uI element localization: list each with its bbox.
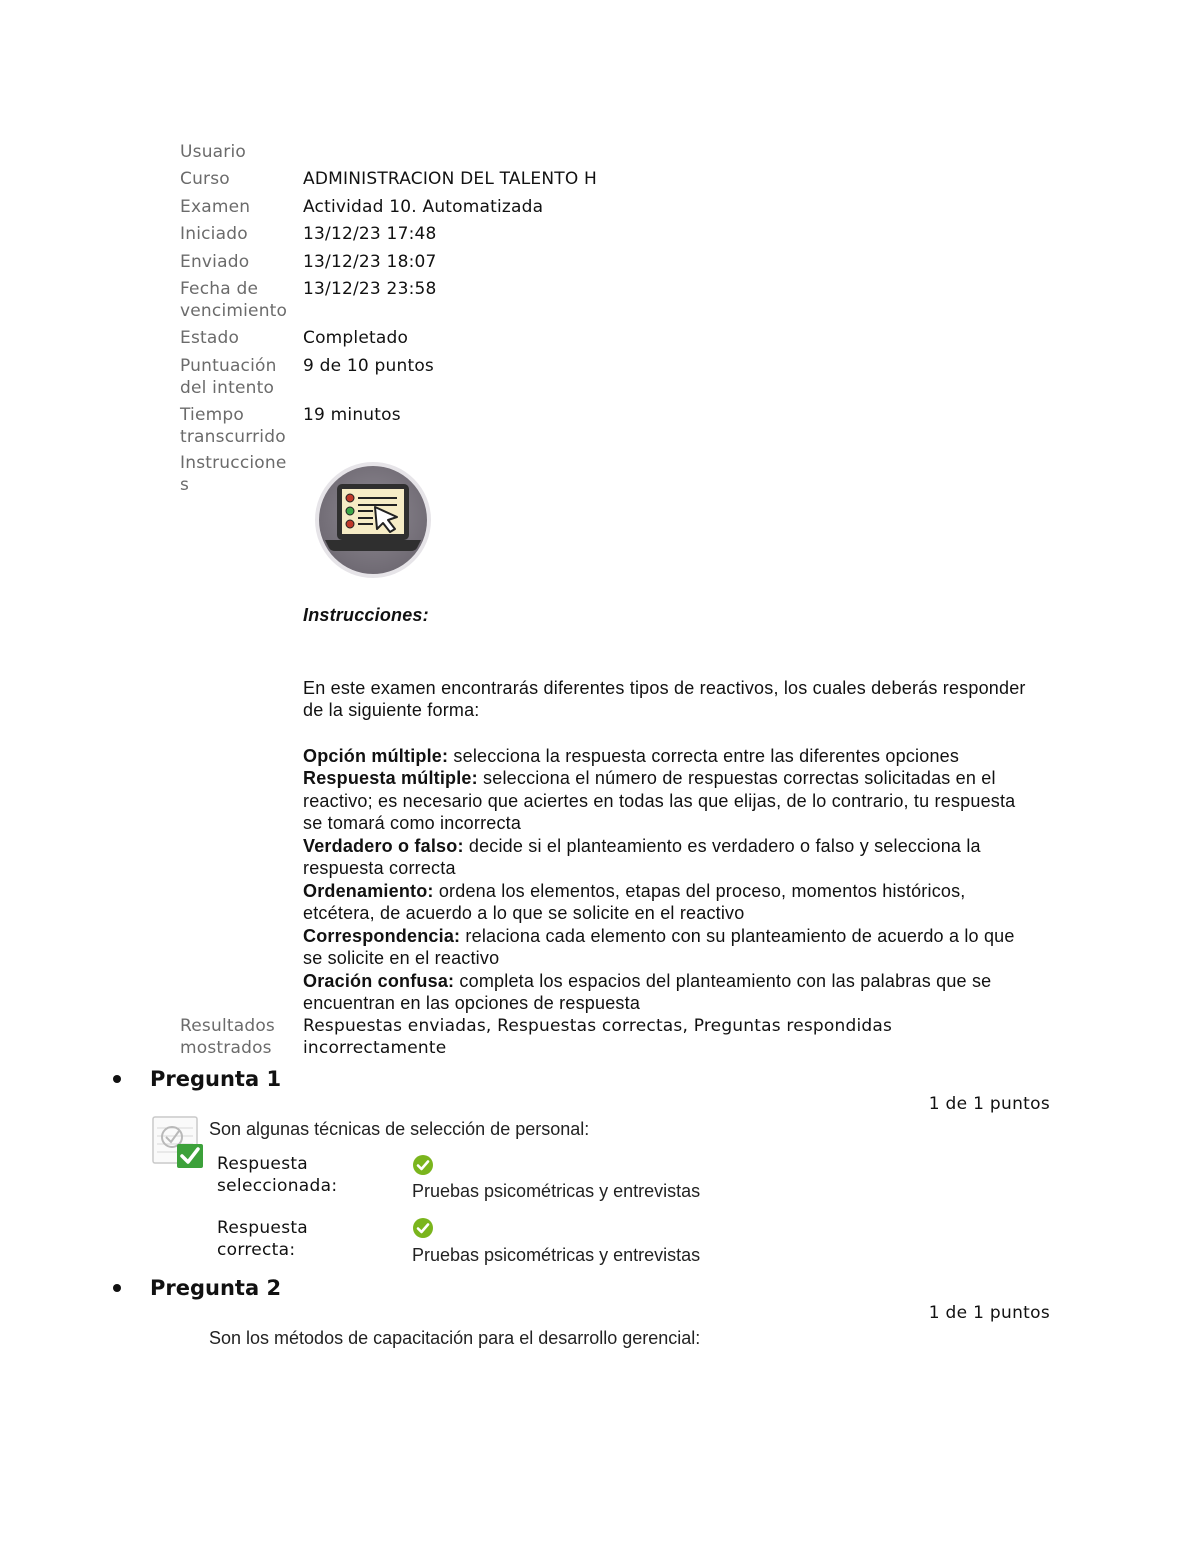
instructions-title: Instrucciones: [303,605,429,625]
tiempo-label-line2: transcurrido [180,427,286,447]
tiempo-label [180,404,303,448]
instruction-item [303,767,1033,835]
question-1-text: Son algunas técnicas de selección de personal: [209,1119,590,1139]
instruction-term: Respuesta múltiple: [303,768,478,788]
curso-value: ADMINISTRACION DEL TALENTO H [303,169,598,189]
instructions-intro: En este examen encontrarás diferentes tipos de reactivos, los cuales deberás responder de la siguiente forma: [303,677,1026,720]
instruction-desc: selecciona la respuesta correcta entre las diferentes opciones [448,745,960,766]
instruction-term: Verdadero o falso: [303,835,464,856]
green-check-icon [412,1217,434,1239]
instructions-list [303,745,1033,1015]
instruction-desc: relaciona cada elemento con su planteamiento de acuerdo a lo que se solicite en el reactivo [303,925,1015,968]
resultados-value [303,1015,892,1059]
row-estado [180,327,1080,355]
instrucciones-content [303,452,1033,1015]
instruction-item [303,925,1033,970]
tiempo-label-line1: Tiempo [180,405,244,425]
resultados-value-line1: Respuestas enviadas, Respuestas correctas, Preguntas respondidas [303,1015,893,1036]
vencimiento-value: 13/12/23 23:58 [303,279,437,299]
question-2-text: Son los métodos de capacitación para el desarrollo gerencial: [209,1328,701,1348]
correct-answer-value: Pruebas psicométricas y entrevistas [412,1245,701,1265]
row-usuario [180,141,1080,168]
question-1-title: Pregunta 1 [150,1067,282,1091]
instruction-term: Correspondencia: [303,925,461,946]
vencimiento-label-line2: vencimiento [180,301,288,321]
resultados-label-line2: mostrados [180,1037,272,1058]
instructions-body [303,604,1033,1015]
row-enviado [180,251,1080,278]
selected-answer-label-line1: Respuesta [217,1154,309,1174]
enviado-label: Enviado [180,252,250,272]
iniciado-label: Iniciado [180,224,248,244]
puntuacion-label-line2: del intento [180,378,275,398]
vencimiento-label-line1: Fecha de [180,279,259,299]
row-tiempo [180,404,1080,452]
iniciado-value: 13/12/23 17:48 [303,224,437,244]
usuario-label: Usuario [180,142,247,162]
row-vencimiento [180,278,1080,327]
bullet-icon [113,1284,121,1292]
instruction-term: Oración confusa: [303,970,455,991]
puntuacion-label [180,355,303,399]
instruction-term: Ordenamiento: [303,880,434,901]
exam-summary-table [180,141,1080,1059]
row-iniciado [180,223,1080,251]
row-instrucciones [180,452,1080,1015]
correct-answer-label [217,1217,308,1261]
instrucciones-label-line2: s [180,475,190,495]
laptop-cursor-icon [313,460,433,580]
instruction-desc: ordena los elementos, etapas del proceso, momentos históricos, etcétera, de acuerdo a lo que se solicite en el reactivo [303,880,966,923]
row-resultados [180,1015,1080,1059]
row-examen [180,196,1080,223]
question-2-title: Pregunta 2 [150,1276,282,1300]
puntuacion-label-line1: Puntuación [180,356,277,376]
puntuacion-value: 9 de 10 puntos [303,356,434,376]
instruction-term: Opción múltiple: [303,745,449,766]
instruction-desc: decide si el planteamiento es verdadero o falso y selecciona la respuesta correcta [303,835,981,878]
question-1-points: 1 de 1 puntos [928,1094,1050,1114]
resultados-label [180,1015,303,1059]
question-2-points: 1 de 1 puntos [928,1303,1050,1323]
enviado-value: 13/12/23 18:07 [303,252,437,272]
estado-value: Completado [303,328,409,348]
bullet-icon [113,1075,121,1083]
row-curso [180,168,1080,196]
curso-label: Curso [180,169,230,189]
instruction-desc: selecciona el número de respuestas correctas solicitadas en el reactivo; es necesario que aciertes en todas las que elijas, de lo contrario, tu respuesta se tomará como incorrecta [303,768,1016,833]
estado-label: Estado [180,328,240,348]
correct-answer-label-line1: Respuesta [217,1218,309,1238]
vencimiento-label [180,278,303,322]
question-1-heading [113,1067,281,1091]
selected-answer-label [217,1153,337,1197]
correct-check-icon [151,1114,207,1170]
instruction-item [303,835,1033,880]
instrucciones-label-line1: Instruccione [180,453,287,473]
resultados-label-line1: Resultados [180,1015,275,1036]
tiempo-value: 19 minutos [303,405,401,425]
instrucciones-label [180,452,303,496]
examen-label: Examen [180,197,251,217]
resultados-value-line2: incorrectamente [303,1037,447,1058]
row-puntuacion [180,355,1080,404]
instruction-item [303,970,1033,1015]
green-check-icon [412,1154,434,1176]
instruction-item [303,745,1033,768]
selected-answer-label-line2: seleccionada: [217,1176,338,1196]
instruction-item [303,880,1033,925]
examen-value: Actividad 10. Automatizada [303,197,544,217]
question-2-heading [113,1276,281,1300]
instruction-desc: completa los espacios del planteamiento con las palabras que se encuentran en las opciones de respuesta [303,970,992,1013]
correct-answer-label-line2: correcta: [217,1240,296,1260]
selected-answer-value: Pruebas psicométricas y entrevistas [412,1181,701,1201]
